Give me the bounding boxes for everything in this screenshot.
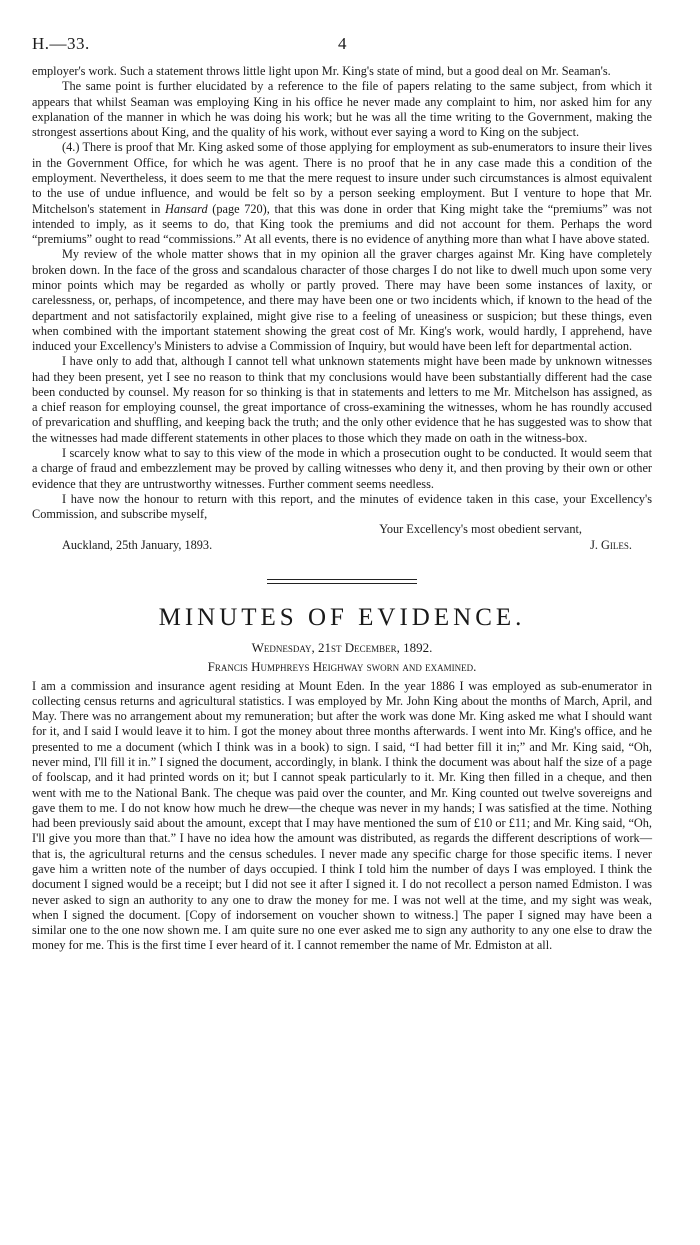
report-paragraph: employer's work. Such a statement throws little light upon Mr. King's state of mind, but a good deal on Mr. Seaman's.	[32, 64, 611, 78]
paragraph-text: (page 720), that this was done in order that King might take the “premiums” was not intended to imply, as it seems to do, that King took the premiums and did not account for them. Perhaps the word “premiums” ought to read “commissions.” At all events, there is no evidence of anything more than what I have above stated.	[32, 201, 652, 247]
witness-line: Francis Humphreys Heighway sworn and examined.	[207, 659, 477, 675]
hearing-date: Wednesday, 21st December, 1892.	[251, 640, 433, 655]
signature-line	[32, 538, 652, 553]
report-paragraph: I have only to add that, although I cannot tell what unknown statements might have been made by unknown witnesses had they been present, yet I see no reason to think that my conclusions would have been substantially different had the case been conducted by counsel. My reason for so thinking is that in statements and letters to me Mr. Mitchelson has assigned, as a chief reason for employing counsel, the great importance of cross-examining the witnesses, whom he has roundly accused of prevarication and shuffling, and keeping back the truth; and the only other evidence that he has suggested was to show that the witnesses had made different statements in other places to those which they made on oath in the witness-box.	[32, 354, 652, 445]
document-reference: H.—33.	[32, 34, 90, 53]
italic-text: Hansard	[165, 201, 208, 216]
closing-line: Your Excellency's most obedient servant,	[379, 522, 582, 537]
signature: J. Giles.	[590, 537, 632, 552]
paragraph-text: (4.) There is proof that Mr. King asked some of those applying for employment as sub-enumerators to insure their lives in the Government Office, for which he was agent. There is no proof that he in any case made this a condition of the employment. Nevertheless, it does seem to me that the mere request to insure under such circumstances is almost equivalent to the use of undue influence, and would be felt so by a person seeking employment. But I venture to hope that Mr. Mitchelson's statement in	[32, 140, 652, 216]
section-divider	[267, 579, 417, 580]
minutes-heading: MINUTES OF EVIDENCE.	[158, 604, 526, 631]
report-paragraph: My review of the whole matter shows that in my opinion all the graver charges against Mr. King have completely broken down. In the face of the gross and scandalous character of those charges I do not like to dwell much upon some very minor points which may be regarded as wholly or partly proved. There may have been some instances of laxity, or carelessness, or, perhaps, of incompetence, and there may have been one or two incidents which, if known to the head of the department and not satisfactorily explained, might give rise to a feeling of uneasiness or suspicion; but these things, even when combined with the important statement showing the great cost of Mr. King's work, would hardly, I apprehend, have induced your Excellency's Ministers to advise a Commission of Inquiry, but would have been left for departmental action.	[32, 247, 652, 354]
report-paragraph	[32, 140, 652, 247]
testimony-paragraph: I am a commission and insurance agent residing at Mount Eden. In the year 1886 I was employed as sub-enumerator in collecting census returns and agricultural statistics. I was employed by Mr. John King about the months of March, April, and May. There was no arrangement about my remuneration; but after the work was done Mr. King asked me what I should want for it, and I said I would leave it to him. I got the money about three months afterwards. I went into Mr. King's office, and he presented to me a document (which I think was in a book) to sign. I said, “I had better fill it in;” and Mr. King said, “Oh, never mind, I'll fill it in.” I signed the document, accordingly, in blank. I think the document was about half the size of a page of foolscap, and it had printed words on it; but I cannot speak particularly to it. Mr. King then filled in a cheque, and then went with me to the National Bank. The cheque was paid over the counter, and Mr. King counted out twelve sovereigns and gave them to me. I do not know how much he drew—the cheque was never in my hands; I was satisfied at the time. Nothing had been previously said about the amount, except that I may have mentioned the sum of £10 or £11; and Mr. King said, “Oh, I'll give you more than that.” I have no idea how the amount was distributed, as regards the different descriptions of work—that is, the agricultural returns and the census schedules. I never made any specific charge for those specific items. I never gave him a written note of the number of days occupied. I think I told him the number of days I was employed. I think the document I signed would be a receipt; but I did not see it after I signed it. I do not recollect a person named Edmiston. I was never asked to sign an authority to any one to draw the money for me. I was not well at the time, and my sight was weak, when I signed the document. [Copy of indorsement on voucher shown to witness.] The paper I signed may have been a similar one to the one now shown me. I am quite sure no one ever asked me to sign any authority to any one else to draw the money for me. This is the first time I ever heard of it. I cannot remember the name of Mr. Edmiston at all.	[32, 678, 652, 953]
place-date: Auckland, 25th January, 1893.	[62, 537, 213, 552]
page-header	[32, 34, 668, 58]
page-body	[32, 64, 652, 954]
report-paragraph: I have now the honour to return with this report, and the minutes of evidence taken in this case, your Excellency's Commission, and subscribe myself,	[32, 491, 652, 522]
page-number: 4	[338, 34, 347, 53]
report-paragraph: The same point is further elucidated by a reference to the file of papers relating to the same subject, from which it appears that whilst Seaman was employing King in his office he never made any complaint to him, nor asked him for any explanation of the manner in which he was doing his work; but he was all the time writing to the Government, making the strongest assertions about King, and the quality of his work, without ever saying a word to King on the subject.	[32, 79, 652, 140]
report-paragraph: I scarcely know what to say to this view of the mode in which a prosecution ought to be conducted. It would seem that a charge of fraud and embezzlement may be proved by calling witnesses who deny it, and then proving by their own or other evidence that they are untrustworthy witnesses. Further comment seems needless.	[32, 446, 652, 491]
section-divider	[267, 583, 417, 584]
